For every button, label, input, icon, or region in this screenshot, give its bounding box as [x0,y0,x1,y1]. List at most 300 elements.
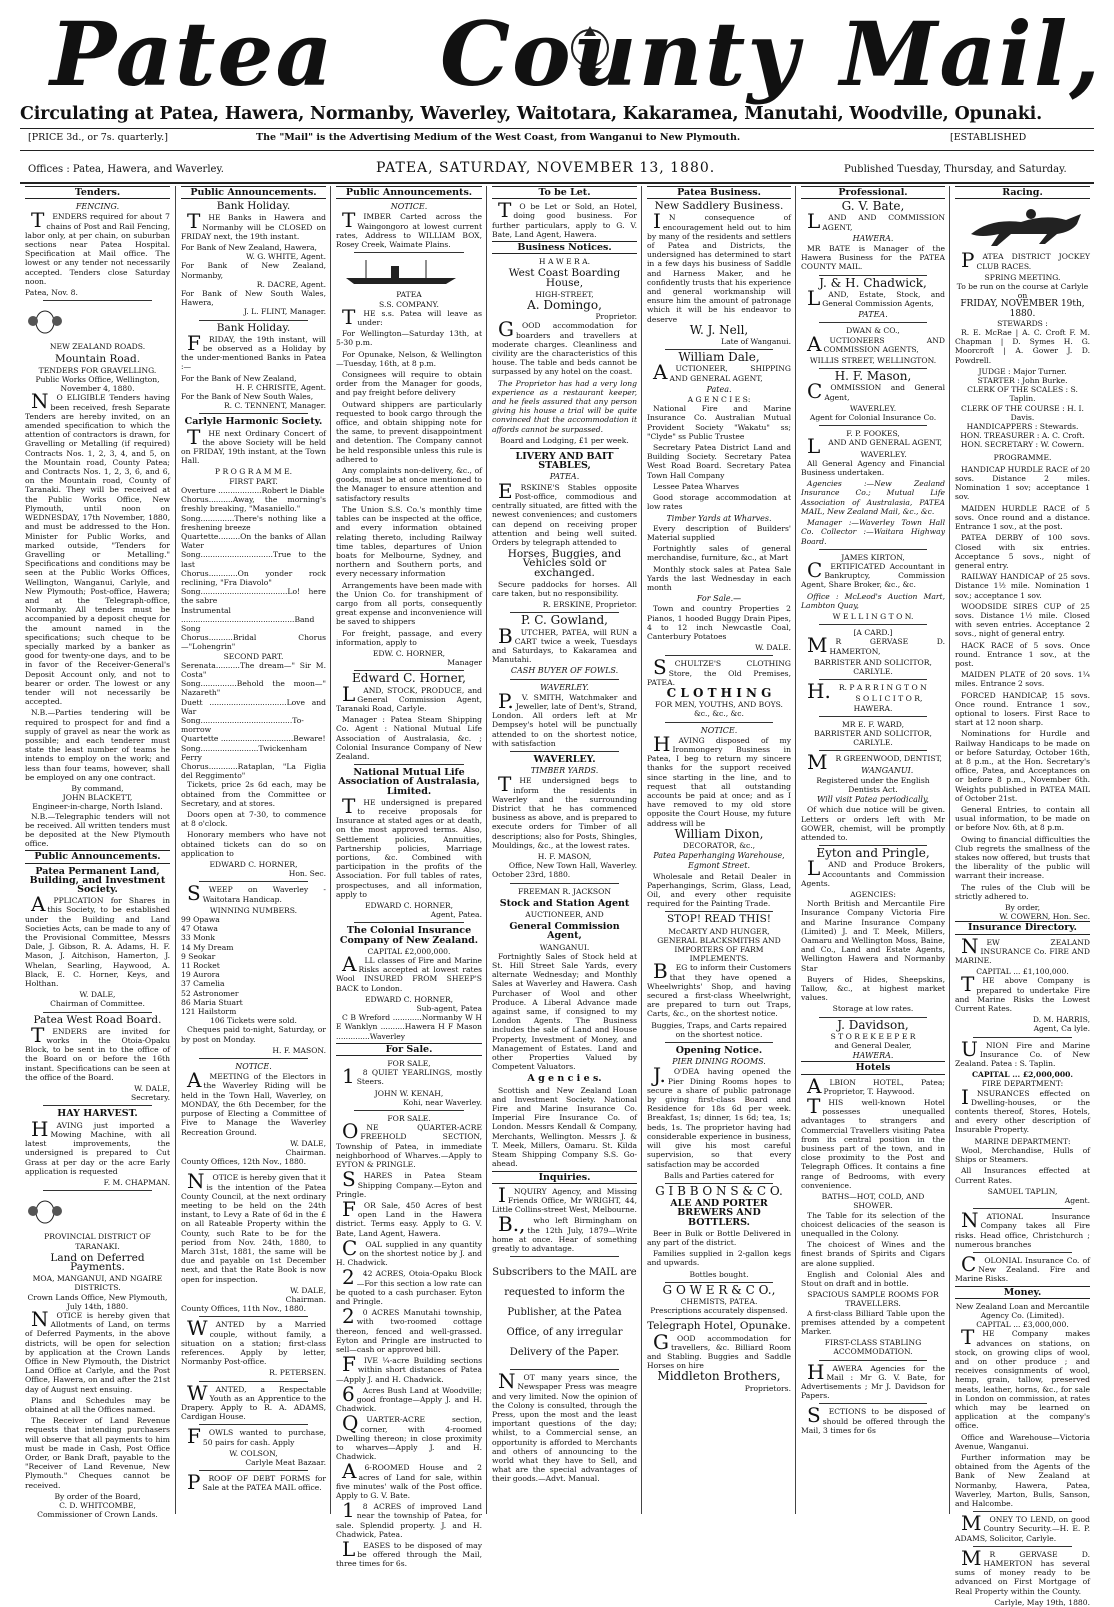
advert-body: A first-class Billiard Table upon the premises attended by a competent Marker. [801,1308,945,1336]
heading: McCARTY AND HUNGER, [668,926,770,936]
signature: Secretary. [131,1093,170,1103]
number-line: 14 My Dream [181,942,234,952]
heading: William Dixon, [674,826,764,841]
advert-body: IN consequence of encouragement held out to him by many of the residents and settlers of Patea and Districts, the undersigned has determined to start in a few days his business of Saddle and Harness Maker, and he confidently trusts that his experience and general workmanship will ensure him the amount of patronage which it will be his endeavor to deserve [647,209,791,324]
programme-line: Duett ................................Love and War [181,697,326,716]
heading: PATEA [396,290,422,300]
advert-body: Monthly stock sales at Patea Sale Yards the last Wednesday in each month [647,564,791,592]
heading: HAWERA. [852,233,894,243]
advert-body: LAND, STOCK, PRODUCE, and General Commission Agent, Taranaki Road, Carlyle. [336,681,482,713]
advert-body: COLONIAL Insurance Co. of New Zealand. Fire and Marine Risks. [955,1251,1090,1284]
number-line: 33 Monk [181,933,215,943]
column-7 [949,186,1095,1607]
heading: William Dale, [678,350,760,365]
advertising-line: The "Mail" is the Advertising Medium of the West Coast, from Wanganui to New Plymouth. [256,132,741,143]
advert-body: The Union S.S. Co.'s monthly time tables can be inspected at the office, and every information obtained relating thereto, including Railway time tables, departures of Union boats for Melbourne, Sydney, and northern and Southern ports, and every necessary information [336,504,482,579]
section-header: Inquiries. [492,1171,637,1184]
advert-body: COMMISSION and General Agent, [807,379,945,404]
advert-body: Tickets, price 2s 6d each, may be obtained from the Committee or Secretary, and at stores. [181,780,326,808]
signature: Kohi, near Waverley. [403,1097,482,1107]
advert-body: NATIONAL Insurance Company takes all Fire risks. Head office, Christchurch ; numerous branches [955,1208,1090,1249]
advert-body: LAND AND COMMISSION AGENT, [807,209,945,234]
signature: EDW. C. HORNER, [372,648,446,658]
divider [20,182,1094,184]
heading: J. & H. Chadwick, [819,275,927,290]
heading: The Colonial Insurance Company of New Zealand. [339,925,479,946]
section-header: Public Announcements. [25,850,170,863]
heading: Stock and Station Agent [499,897,630,909]
heading: TIMBER YARDS. [530,766,599,776]
advert-line: CLERK OF THE COURSE : H. I. Davis. [961,403,1084,422]
advert-body: HAVING just imported a Mowing Machine, with all latest improvements, the undersigned is prepared to Cut Grass at per day or the acre Early application is requested [25,1116,170,1176]
advert-body: ERSKINE'S Stables opposite Post-office, commodious and centrally situated, are fitted with the newest conveniences; and customers can depend on receiving proper attention and being well suited. Orders by telegraph attended to [492,478,637,547]
heading: W E L L I N G T O N. [832,611,914,621]
advert-date: Carlyle, May 19th, 1880. [994,1597,1090,1607]
heading: S O L I C I T O R, [855,694,923,704]
programme-line: Chorus..........Bridal Chorus—"Lohengrin" [181,633,326,652]
dateline: PATEA, SATURDAY, NOVEMBER 13, 1880. [376,160,716,176]
programme-line: Song........................Twickenham Ferry [181,743,308,762]
signature: W. DALE, [79,990,116,1000]
advert-line: For the Bank of New South Wales, [181,392,314,402]
offices-line: Offices : Patea, Hawera, and Waverley. [28,164,224,175]
divider [43,1012,152,1013]
heading: FOR MEN, YOUTHS, AND BOYS. &c., &c., &c. [655,700,783,719]
heading: CARLYLE. [853,738,893,748]
advert-body: For Wellington—Saturday 13th, at 5-30 p.m. [336,329,482,348]
heading: Land on Deferred Payments. [50,1251,145,1273]
advert-body: Wool, Merchandise, Hulls of Ships or Steamers. [955,1145,1090,1165]
heading: FREEMAN R. JACKSON [517,886,612,896]
heading: P R O G R A M M E. [214,467,293,477]
divider [665,1042,773,1043]
heading: A. Domingo, [527,298,602,313]
column-3 [330,186,487,1569]
advert-body: ALL classes of Fire and Marine Risks accepted at lowest rates Wool INSURED FROM SHEEP'S BACK to London. [336,952,482,993]
advert-line: For Bank of New Zealand, Hawera, [181,243,317,253]
heading: [A CARD.] [853,628,893,638]
number-line: 52 Astronomer [181,988,239,998]
divider [819,1403,927,1404]
advert-body: Manager :—Waverley Town Hall Co. Collector :—Waitara Highway Board. [801,518,945,546]
heading: Patea Paperhanging Warehouse, [653,851,785,861]
programme-line: Chorus..........Away, the morning's freshly breaking, "Masaniello." [181,495,326,514]
advert-line: Storage at low rates. [832,1004,914,1014]
section-header: Racing. [955,186,1090,199]
divider [510,751,619,752]
advert-body: AUCTIONEERS AND COMMISSION AGENTS, [807,331,945,356]
heading: LIVERY AND BAIT STABLES, [515,451,614,472]
signature: Office, New Town Hall, Waverley. [508,861,637,871]
programme-line: Quartette.........On the banks of Allan Water [181,531,326,551]
heading: PIER DINING ROOMS. [672,1057,766,1067]
heading: and General Dealer, [834,1041,912,1051]
section-header: For Sale. [336,1043,482,1056]
race-item: WOODSIDE SIRES CUP of 25 sovs. Distance 1½ mile. Closed with seven entries. Acceptance 2 sovs., night of general entry. [955,601,1090,639]
heading: PATEA. [549,472,580,482]
advert-body: 18 ACRES of improved Land near the township of Patea, for sale. Splendid property. J. and H. Chadwick, Patea. [336,1498,482,1539]
race-item: HACK RACE of 5 sovs. Once round. Entrance 1 sov., at the post. [955,640,1090,668]
divider [665,1318,773,1319]
advert-body: All Insurances effected at Current Rates. [955,1166,1090,1185]
advert-body: Cheques paid to-night, Saturday, or by post on Monday. [181,1025,326,1044]
heading: C L O T H I N G [666,685,772,700]
advert-body: COAL supplied in any quantity on the shortest notice by J. and H. Chadwick. [336,1235,482,1268]
heading: Carlyle Harmonic Society. [184,416,323,428]
advert-body: Fortnightly Sales of Stock held at St. Hill Street Sale Yards, every alternate Wednesday; and Monthly Sales at Waverley and Hawera. Cash Purchaser of Wool and other Produce. A Liberal Advance made against same, if consigned to my London Agents. The Business includes the sale of Land and House Property, Investment of Money, and Management of Estates. Land and other Properties Valued by Competent Valuators. [492,951,637,1072]
advert-date: October 23rd, 1880. [492,870,571,880]
heading: Telegraph Hotel, Opunake. [647,1320,791,1333]
signature: By order, [1004,903,1041,913]
programme-line: Chorus............On yonder rock reclining, "Fra Diavolo" [181,568,326,587]
heading: Edward C. Horner, [352,671,466,686]
advert-body: TO be Let or Sold, an Hotel, doing good business. For further particulars, apply to G. V. Bate, Land Agent, Hawera. [492,198,637,239]
coat-of-arms-icon [25,1197,65,1227]
heading: Will visit Patea periodically, [817,795,929,805]
advert-body: N.B.—Parties tendering will be required to prospect for and find a supply of gravel as near the work as possible; and each tenderer must state the least number of teams he intends to employ on the work; and less than four teams, however, shall be employed on any one contract. [25,708,170,782]
race-item: HANDICAP HURDLE RACE of 20 sovs. Distance 2 miles. Nomination 1 sov; acceptance 1 sov. [955,464,1090,502]
heading: Patea Permanent Land, Building, and Investment Society. [29,865,166,896]
heading: FRIDAY, NOVEMBER 19th, 1880. [960,299,1085,319]
programme-line: Chorus............Rataplan, "La Figlia del Reggimento" [181,761,326,781]
signature: J. L. FLINT, Manager. [243,307,326,317]
section-header: Business Notices. [492,241,637,254]
advert-line: Registered under the English Dentists Act. [816,775,930,794]
heading: BARRISTER AND SOLICITOR, [814,657,932,667]
heading: NOTICE. [390,202,428,212]
advert-body: Town and country Properties 2 Pianos, 1 hooded Buggy Drain Pipes, 4 to 12 inch Newcastle Coal, Canterbury Potatoes [647,604,791,641]
signature: EDWARD C. HORNER, [364,994,453,1004]
signature: By order of the Board, [54,1491,141,1501]
heading: WAVERLEY. [860,449,907,459]
signature: W. G. WHITE, Agent. [246,252,326,262]
advert-body: Lessee Patea Wharves [653,481,740,491]
heading: G O W E R & C O., [662,1282,776,1297]
advert-body: NOTICE is hereby given that Allotments of Land, on terms of Deferred Payments, in the above districts, will be open for selection by application at the Crown Lands Office in New Plymouth, the District Land Office at Carlyle, and the Post Office, Hawera, on and after the 21st day of August next ensuing. [25,1306,170,1394]
signature: Sub-agent, Patea [416,1004,482,1014]
number-line: 86 Maria Stuart [181,997,243,1007]
advert-body: J.O'DEA having opened the Pier Dining Rooms hopes to secure a share of public patronage by giving first-class Board and Residence for 18s 6d per week. Breakfast, 1s; dinner, 1s 6d; tea, 1s; beds, 1s. The proprietor having had considerable experience in business, will give his most careful supervision, so that every satisfaction may be accorded [647,1063,791,1169]
heading: S T O R E K E E P E R [830,1031,916,1041]
programme-line: Song..............There's nothing like a freshening breeze [181,513,326,532]
signature: Proprietors. [744,1383,791,1393]
advert-body: Families supplied in 2-gallon kegs and upwards. [647,1249,791,1268]
heading: HAWERA. [852,1051,894,1061]
advert-body: FOR Sale, 450 Acres of best open Land in the Hawera district. Terms easy. Apply to G. V. Bate, Land Agent, Hawera. [336,1196,482,1238]
coat-of-arms-icon [25,307,65,337]
number-line: 47 Otawa [181,924,218,934]
programme-line: Song..............................True to the last [181,550,326,569]
masthead-title-county: County [440,2,801,106]
advert-line: Board and Lodging, £1 per week. [500,435,629,445]
heading: J. Davidson, [837,1017,909,1032]
advert-date: County Offices, 12th Nov., 1880. [181,1157,307,1167]
signature: Carlyle Meat Bazaar. [245,1458,326,1467]
advert-body: General Entries, to contain all usual information, to be made on or before Nov. 6th, at 8 p.m. [955,804,1090,833]
advert-body: ALBION HOTEL, Patea; Proprietor, T. Haywood. [807,1073,945,1098]
divider [819,716,927,717]
advert-line: Buggies, Traps, and Carts repaired on the shortest notice. [651,1020,787,1039]
advert-body: 242 ACRES, Otoia-Opaku Block—For this section a low rate can be quoted to a cash purchaser. Eyton and Pringle. [336,1265,482,1306]
heading: Middleton Brothers, [657,1369,781,1384]
advert-line: Prescriptions accurately dispensed. [650,1306,788,1316]
signature: W. DALE. [755,643,791,653]
heading: BARRISTER AND SOLICITOR, [814,728,932,738]
divider [43,1105,152,1106]
heading: BATHS—HOT, COLD, AND SHOWER. [821,1192,925,1211]
divider [819,425,927,426]
advert-body: WANTED by a Married couple, without family, a situation on a station; first-class references. Apply by letter, Normanby Post-office. [181,1316,326,1367]
advert-line: HON. SECRETARY : W. Cowern. [960,440,1085,450]
advert-body: R. E. McRae | A. C. Croft F. M. Chapman | D. Symes H. G. Moorcroft | A. Gower J. D. Powdrell. [955,328,1090,365]
programme-line: Overture ..................Robert le Diable [181,485,325,495]
advert-date: Patea, Nov. 8. [25,288,78,298]
heading: A G E N C I E S: [687,395,751,405]
heading: AGENCIES: [850,890,896,899]
divider [665,655,773,656]
advert-body: APPLICATION for Shares in this Society, to be established under the Building and Land Societies Acts, can be made to any of the Provisional Committee, Messrs Dale, J. Gibson, R. A. Adams, H. F. Mason, J. Aitchison, Hamerton, J. Whelan, Searling, Haywood, A. Black, E. C. Horner, Keys, and Holthan. [25,892,170,989]
signature: Proprietor. [595,312,637,322]
advert-body: C B Wreford ............Normanby W H E Wanklyn ..........Hawera H F Mason ..............Waverley [336,1013,482,1041]
advert-body: Any complaints non-delivery, &c., of goods, must be at once mentioned to the Manager to ensure attention and satisfactory results [336,466,482,503]
subscribers-notice: Subscribers to the MAIL are requested to inform the Publisher, at the Patea Office, of any irregular Delivery of the Paper. [492,1267,637,1359]
advert-line: For Bank of New South Wales, Hawera, [181,289,326,308]
advert-body: Secretary Patea District Land and Building Society. Secretary Patea West Road Board. Secretary Patea Town Hall Company [647,443,791,480]
column-1 [20,186,175,1520]
programme-line: Song [181,623,201,633]
divider [20,150,1094,151]
divider [199,1381,308,1382]
divider [510,883,619,884]
advert-body: SWEEP on Waverley - Waitotara Handicap. [187,881,326,906]
heading: PROGRAMME. [993,452,1052,462]
divider [43,300,152,301]
advert-body: THE s.s. Patea will leave as under: [342,304,482,329]
advert-body: MR GREENWOOD, DENTIST, [807,750,942,775]
advert-body: Agencies :—New Zealand Insurance Co.; Mutual Life Association of Australasia, PATEA MAIL, New Zealand Mail, &c., &c. [801,479,945,516]
advert-body: The Proprietor has had a very long experience as a restaurant keeper, and he feels assured that any person giving his house a trial will be quite convinced that the accommodation it affords cannot be surpassed. [492,378,637,434]
heading: Bank Holiday. [216,321,291,334]
heading: SPACIOUS SAMPLE ROOMS FOR TRAVELLERS. [807,1290,939,1309]
heading: FOR SALE, [387,1059,431,1069]
heading: NOTICE. [235,1062,272,1072]
advert-body: THE above Company is prepared to undertake Fire and Marine Risks the Lowest Current Rates. [955,972,1090,1014]
advert-body: THE undersigned is prepared to receive proposals for Insurance at stated ages or at death, on the most approved terms. Also, Settlement policies, Annuities, Partnership policies, Marriage portions, &c. Combined with participation in the profits of the Association. For full tables of rates, prospectuses, and all information, apply to [336,793,482,899]
advert-line: For Bank of New Zealand, Normanby, [181,261,326,280]
advert-line: Agent for Colonial Insurance Co. [809,413,937,423]
signature: W. DALE, [134,1084,170,1094]
race-item: PATEA DERBY of 100 sovs. Closed with six entries. Acceptance 5 sovs., night of general entry. [955,533,1090,570]
divider [199,1316,308,1317]
advert-body: LAND and Produce Brokers, Accountants and Commission Agents. [801,856,945,888]
heading: For Sale.— [696,594,742,604]
signature: SAMUEL TAPLIN, [987,1186,1058,1196]
heading: STEWARDS : [997,318,1048,328]
advert-body: Further information may be obtained from the Agents of the Bank of New Zealand at Normanby, Hawera, Patea, Waverley, Marton, Bulls, Sanson, and Halcombe. [955,1452,1090,1508]
divider [354,252,464,253]
number-line: 121 Hailstorm [181,1007,237,1017]
signature: JOHN W. KENAH, [374,1088,444,1098]
advert-body: TIMBER Carted across the Waingongoro at lowest current rates, Address to WILLIAM BOX, Rosey Creek, Waimate Plains. [336,208,482,250]
price-line: [PRICE 3d., or 7s. quarterly.] [28,132,168,143]
heading: G I B B O N S & C O. [655,1183,783,1198]
advert-body: UNION Fire and Marine Insurance Co. of New Zealand. Patea : S. Taplin. [955,1036,1090,1069]
advert-body: THE next Ordinary Concert of the above Society will be held on FRIDAY, 19th instant, at the Town Hall. [181,424,326,466]
signature: Chairman of Committee. [50,999,145,1009]
advert-body: Manager : Patea Steam Shipping Co. Agent : National Mutual Life Association of Australasia, &c. ; Colonial Insurance Company of New Zealand. [336,715,482,761]
divider [973,1546,1072,1547]
signature: H. F. MASON. [272,1045,326,1055]
advert-body: SHARES in Patea Steam Shipping Company.—Eyton and Pringle. [336,1167,482,1199]
heading: WILLIS STREET, WELLINGTON. [809,356,937,366]
advert-body: N.B.—Telegraphic tenders will not be received. All written tenders must be deposited at the New Plymouth office. [25,811,170,849]
heading: New Zealand Loan and Mercantile Agency Co. (Limited). [955,1301,1090,1320]
section-header: To be Let. [492,186,637,199]
advert-body: FRIDAY, the 19th instant, will be observed as a Holiday by the under-mentioned Banks in Patea :— [181,330,326,372]
advert-body: For freight, passage, and every information, apply to [336,628,482,647]
heading: W. J. Nell, [689,322,749,337]
column-4 [486,186,642,1514]
heading: Mountain Road. [54,352,141,365]
advert-body: FIVE ¼-acre Building sections within short distances of Patea—Apply J. and H. Chadwick. [336,1352,482,1384]
advert-body: PROOF OF DEBT FORMS for Sale at the PATEA MAIL office. [187,1470,326,1495]
section-header: Tenders. [25,186,170,199]
divider [973,1208,1072,1209]
heading: NOTICE. [700,725,738,735]
programme-line: Song......................................To-morrow [181,715,304,735]
race-item: MAIDEN PLATE of 20 sovs. 1¼ miles. Entrance 2 sovs. [955,670,1090,689]
section-header: Insurance Directory. [955,921,1090,934]
programme-line: Serenata..........The dream—" Sir M. Costa" [181,660,326,679]
advert-body: AUCTIONEER, SHIPPING AND GENERAL AGENT, [653,360,791,385]
advert-body: GOOD accommodation for boarders and travellers at moderate charges. Cleanliness and civility are the characteristics of this house. The table and beds cannot be surpassed by any hotel on the coast. [492,317,637,377]
advert-body: NOTICE is hereby given that it is the intention of the Patea County Council, at the next ordinary meeting to be held on the 24th instant, to Levy a Rate of 6d in the £ on all Rateable Property within the County, such Rate to be for the period from Nov. 24th, 1880, to March 31st, 1881, the same will be due and payable on 1st December next, and that the Rate Book is now open for inspection. [181,1169,326,1284]
divider [510,1369,619,1370]
heading: Patea West Road Board. [33,1013,162,1026]
divider [819,1360,927,1361]
advert-date: Crown Lands Office, New Plymouth, July 14th, 1880. [27,1292,168,1311]
advert-body: TENDERS are invited for works in the Otoia-Opaku Block, to be sent in to the office of the Board on or before the 16th instant. Specifications can be seen at the office of the Board. [25,1022,170,1082]
heading: DWAN & CO., [846,326,900,336]
signature: Agent, Ca lyle. [1033,1024,1090,1034]
heading: New Saddlery Business. [654,200,784,213]
divider [819,679,927,680]
race-item: FORCED HANDICAP, 15 sovs. Once round. Entrance 1 sov., optional to losers. First Race to start at 12 noon sharp. [955,690,1090,728]
advert-body: North British and Mercantile Fire Insurance Company Victoria Fire and Marine Insurance Company (Limited) J. and T. Meek, Millers, Oamaru and Wellington Moss, Baine, and Co., Land and Estate Agents, Wellington Hawera and Normanby Star [801,899,945,973]
heading: STOP! READ THIS! [666,913,772,926]
heading: H A W E R A. [538,257,591,267]
advert-body: INQUIRY Agency, and Missing Friends Office, Mr WRIGHT, 44, Little Collins-street West, Melbourne. [492,1182,637,1215]
heading: S.S. COMPANY. [379,299,439,309]
advert-body: P.V. SMITH, Watchmaker and Jeweller, late of Dent's, Strand, London. All orders left at Mr Dempsey's hotel will be punctually attended to on the shortest notice, with satisfaction [492,688,637,748]
advert-line: HANDICAPPERS : Stewards. [966,422,1079,432]
advert-body: HAVING disposed of my Ironmongery Business in Patea, I beg to return my sincere thanks for the support received since starting in the line, and to request that all outstanding accounts be paid at once; and as I have removed to my old store opposite the Court House, my future address will be [647,731,791,828]
divider [199,881,308,882]
advert-body: Every description of Builders' Material supplied [647,523,791,542]
programme-line: Song...............Behold the moon—" Nazareth" [181,679,326,698]
advert-line: Balls and Parties catered for [664,1170,774,1180]
heading: MOA, MANGANUI, AND NGAIRE DISTRICTS. [32,1274,163,1293]
advert-body: Good storage accommodation at low rates [647,493,791,512]
programme-line: Quartette ..............................Beware! [181,734,326,744]
heading: F. P. FOOKES, [846,429,900,439]
advert-body: NEW ZEALAND INSURANCE Co. FIRE AND MARINE. [955,933,1090,966]
advert-body: LEASES to be disposed of may be offered through the Mail, three times for 6s. [336,1537,482,1569]
column-6 [795,186,950,1514]
heading: FIRE DEPARTMENT: [981,1079,1064,1089]
signature: JOHN BLACKETT, [62,793,133,803]
advert-body: THE undersigned begs to inform the residents in Waverley and the surrounding District that he has commenced business as above, and is prepared to execute orders for Timber of all descriptions; also for Posts, Shingles, Mouldings, &c., at the lowest rates. [492,772,637,850]
advert-line: JUDGE : Major Turner. [978,366,1067,376]
advert-line: Bottles bought. [689,1269,749,1279]
advert-body: 6Acres Bush Land at Woodville; good frontage—Apply J. and H. Chadwick. [336,1381,482,1414]
advert-body: English and Colonial Ales and Stout on draft and in bottle. [801,1269,945,1288]
heading: National Mutual Life Association of Australasia, Limited. [338,767,480,797]
signature: By command, [71,783,124,793]
heading: CAPITAL £2,000,000. [367,946,451,956]
divider [819,750,927,751]
heading: MR E. F. WARD, [841,719,905,729]
advert-body: Secure paddocks for horses. All care taken, but no responsibility. [492,579,637,598]
heading: CARLYLE. [853,666,893,676]
signature: Manager [447,658,482,668]
circulating-line: Circulating at Patea, Hawera, Normanby, Waverley, Waitotara, Kakaramea, Manutahi, Woodville, Opunaki. [20,104,1042,124]
masthead-title-patea: Patea [50,2,335,106]
heading: CAPITAL ... £1,100,000. [976,967,1069,977]
advert-body: HAWERA Agencies for the Mail : Mr G. V. Bate, for Advertisements ; Mr J. Davidson for Papers. [801,1359,945,1401]
advert-body: 18 QUIET YEARLINGS, mostly Steers. [342,1064,482,1089]
heading: FIRST-CLASS STABLING ACCOMMODATION. [824,1338,922,1357]
column-2 [175,186,331,1514]
advert-body: TENDERS required for about 7 chains of Post and Rail Fencing, labor only, at per chain, on suburban sections near Patea Hospital. Specification at Mail office. The lowest or any tender not necessarily accepted. Tenders close Saturday noon. [25,208,170,286]
advert-body: MONEY TO LEND, on good Country Security.—H. E. P. ADAMS, Solicitor, Carlyle. [955,1511,1090,1543]
advert-body: A6-ROOMED House and 2 acres of Land for sale, within five minutes' walk of the Post office. Apply to G. V. Bate. [336,1459,482,1500]
advert-body: MR GERVASE D. HAMERTON has several sums of money ready to be advanced on First Mortgage of Real Property within the County. [955,1545,1090,1596]
divider [819,322,927,323]
divider [199,413,308,414]
heading: FOR SALE. [387,1114,431,1124]
race-item: MAIDEN HURDLE RACE of 5 sovs. Once round and a distance. Entrance 1 sov., at the post. [955,503,1090,532]
divider [973,1511,1072,1512]
divider [43,1190,152,1191]
masthead-title-mail: Mail, [840,2,1102,106]
heading: Patea. [706,384,732,394]
heading: FIRST PART. [229,476,278,486]
heading: PATEA. [858,310,888,320]
signature: C. D. WHITCOMBE, [59,1501,136,1510]
divider [354,764,464,765]
number-line: 9 Seokar [181,951,216,961]
heading: PROVINCIAL DISTRICT OF TARANAKI. [44,1232,151,1251]
advert-date: Public Works Office, Wellington, November 4, 1880. [35,375,160,394]
advert-line: To be run on the course at Carlyle on [956,282,1089,301]
advert-body: MR BATE is Manager of the Hawera Business for the PATEA COUNTY MAIL. [801,244,945,272]
advert-body: SECTIONS to be disposed of should be offered through the Mail, 3 times for 6s [801,1403,945,1435]
heading: Timber Yards at Wharves. [666,513,772,523]
signature: W. COWERN, Hon. Sec. [999,912,1090,922]
advert-body: Fortnightly sales of general merchandise, furniture, &c., at Mart [647,544,791,563]
divider [819,624,927,625]
advert-body: Plans and Schedules may be obtained at all the Offices named. [25,1395,170,1414]
signature: W. DALE, [290,1138,326,1148]
advert-body: BEG to inform their Customers that they have opened a Wheelwrights' Shop, and having secured a first-class Wheelwright, are prepared to turn out Traps, Carts, &c., on the shortest notice. [647,959,791,1019]
heading: MARINE DEPARTMENT: [974,1136,1071,1146]
divider [199,320,308,321]
signature: Late of Wanganui. [721,337,791,347]
divider [510,679,619,680]
programme-line: Song....................................Lo! here the sabre [181,587,326,606]
heading: West Coast Boarding House, [508,267,621,289]
